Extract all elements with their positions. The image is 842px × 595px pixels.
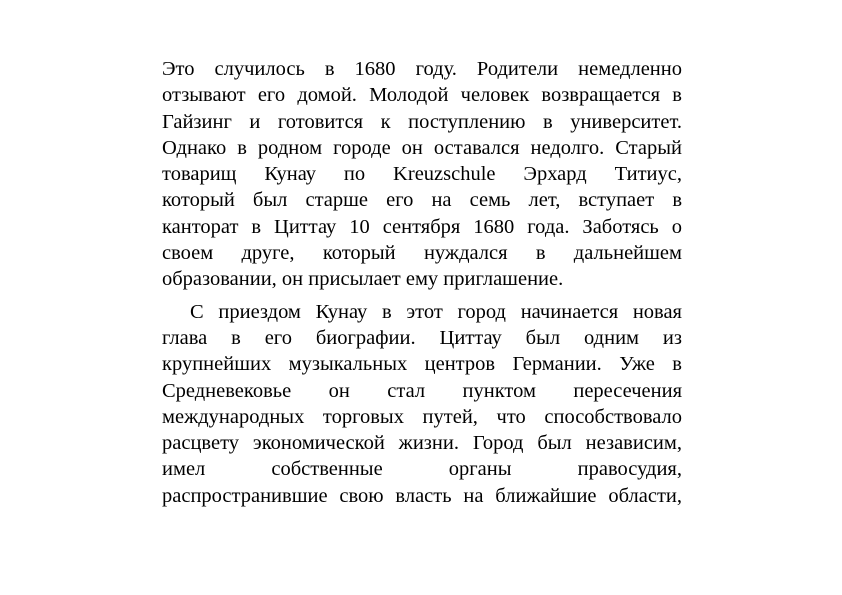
text-line: товарищ Кунау по Kreuzschule Эрхард Титиус, [162,163,682,186]
text-line: глава в его биографии. Циттау был одним из [162,326,682,349]
text-line: С приездом Кунау в этот город начинается новая [190,300,682,323]
text-line: крупнейших музыкальных центров Германии. Уже в [162,353,682,376]
paragraph-2 [162,299,682,509]
text-line: распространившие свою власть на ближайшие области, [162,484,682,507]
text-line: имел собственные органы правосудия, [162,458,682,481]
text-line: Гайзинг и готовится к поступлению в университет. [162,110,682,133]
text-line: Однако в родном городе он оставался недолго. Старый [162,136,682,159]
text-line: отзывают его домой. Молодой человек возвращается в [162,84,682,107]
text-line: своем друге, который нуждался в дальнейшем [162,242,682,265]
text-line: международных торговых путей, что способствовало [162,405,682,428]
text-line: который был старше его на семь лет, вступает в [162,189,682,212]
text-line: расцвету экономической жизни. Город был независим, [162,432,682,455]
paragraph-1 [162,56,682,293]
text-line: Средневековье он стал пунктом пересечения [162,379,682,402]
text-line: образовании, он присылает ему приглашение. [162,268,564,291]
text-line: Это случилось в 1680 году. Родители немедленно [162,58,682,80]
text-line: канторат в Циттау 10 сентября 1680 года. Заботясь о [162,215,682,238]
body-text [162,56,682,509]
